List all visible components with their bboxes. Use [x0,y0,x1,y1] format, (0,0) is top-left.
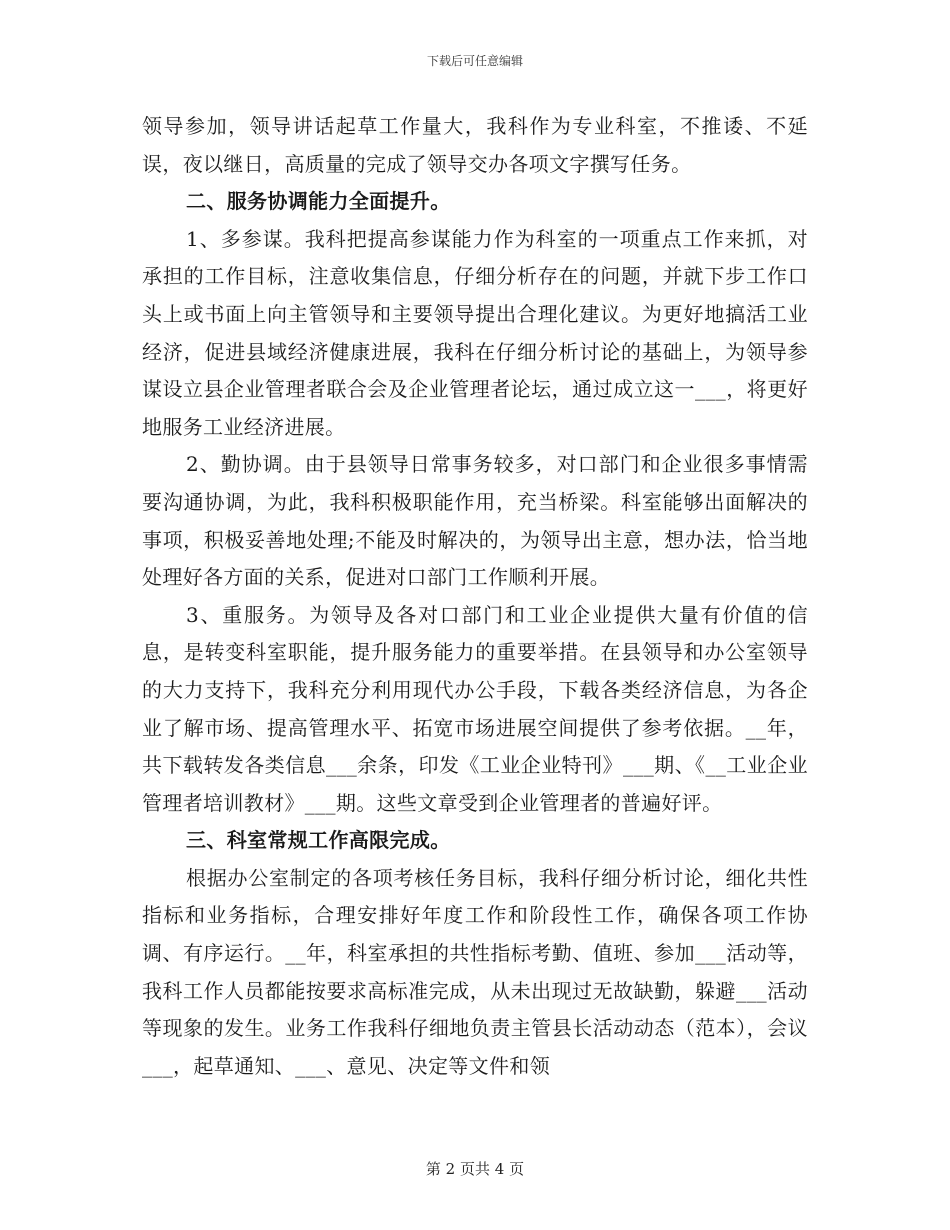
paragraph-service: 3、重服务。为领导及各对口部门和工业企业提供大量有价值的信息，是转变科室职能，提升服务能力的重要举措。在县领导和办公室领导的大力支持下，我科充分利用现代办公手段，下载各类经济信息，为各企业了解市场、提高管理水平、拓宽市场进展空间提供了参考依据。__年，共下载转发各类信息___余条，印发《工业企业特刊》___期、《__工业企业管理者培训教材》___期。这些文章受到企业管理者的普遍好评。 [142,602,808,815]
section-heading-2: 二、服务协调能力全面提升。 [186,189,451,214]
page-header-note: 下载后可任意编辑 [426,54,523,68]
page-number-footer: 第 2 页共 4 页 [425,1160,525,1178]
document-body [142,108,808,1085]
paragraph-continuation: 领导参加，领导讲话起草工作量大，我科作为专业科室，不推诿、不延误，夜以继日，高质量的完成了领导交办各项文字撰写任务。 [142,114,808,176]
paragraph-advice: 1、多参谋。我科把提高参谋能力作为科室的一项重点工作来抓，对承担的工作目标，注意收集信息，仔细分析存在的问题，并就下步工作口头上或书面上向主管领导和主要领导提出合理化建议。为更好地搞活工业经济，促进县域经济健康进展，我科在仔细分析讨论的基础上，为领导参谋设立县企业管理者联合会及企业管理者论坛，通过成立这一___，将更好地服务工业经济进展。 [142,226,808,439]
paragraph-coordination: 2、勤协调。由于县领导日常事务较多，对口部门和企业很多事情需要沟通协调，为此，我科积极职能作用，充当桥梁。科室能够出面解决的事项，积极妥善地处理;不能及时解决的，为领导出主意，想办法，恰当地处理好各方面的关系，促进对口部门工作顺利开展。 [142,452,808,590]
section-heading-3: 三、科室常规工作高限完成。 [186,828,451,853]
paragraph-routine-work: 根据办公室制定的各项考核任务目标，我科仔细分析讨论，细化共性指标和业务指标，合理安排好年度工作和阶段性工作，确保各项工作协调、有序运行。__年，科室承担的共性指标考勤、值班、参加___活动等，我科工作人员都能按要求高标准完成，从未出现过无故缺勤，躲避___活动等现象的发生。业务工作我科仔细地负责主管县长活动动态（范本），会议___，起草通知、___、意见、决定等文件和领 [142,865,808,1078]
